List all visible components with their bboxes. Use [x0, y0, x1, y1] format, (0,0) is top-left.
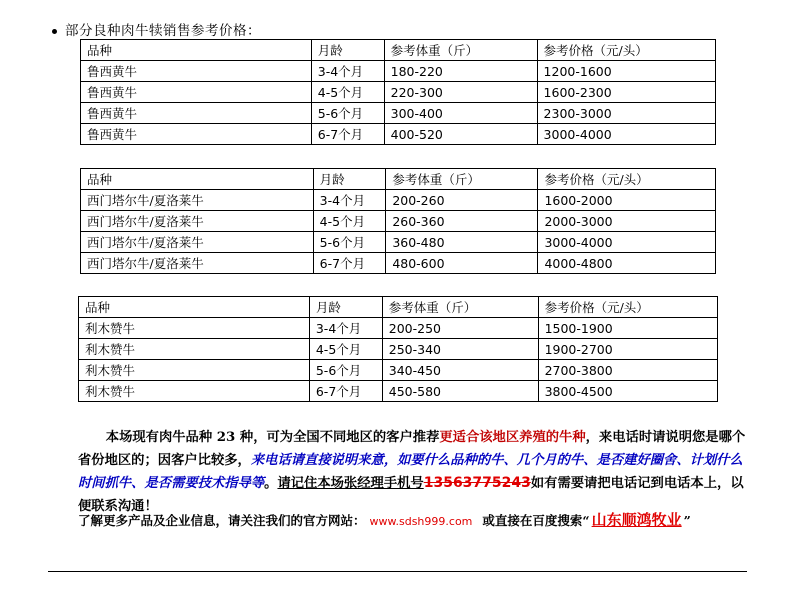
cell-weight: 260-360 [386, 211, 538, 232]
cell-breed: 鲁西黄牛 [81, 61, 312, 82]
footer-line [78, 509, 691, 530]
table-row [79, 360, 718, 381]
cell-weight: 480-600 [386, 253, 538, 274]
cell-weight: 250-340 [382, 339, 538, 360]
table-row [81, 82, 716, 103]
cell-price: 2000-3000 [538, 211, 716, 232]
price-table-luxi [80, 39, 716, 145]
cell-age: 4-5个月 [313, 211, 386, 232]
header-weight: 参考体重（斤） [384, 40, 537, 61]
cell-price: 3000-4000 [538, 232, 716, 253]
cell-weight: 200-260 [386, 190, 538, 211]
cell-breed: 利木赞牛 [79, 318, 310, 339]
table-header-row [81, 169, 716, 190]
cell-breed: 西门塔尔牛/夏洛莱牛 [81, 211, 314, 232]
cell-age: 5-6个月 [311, 103, 384, 124]
header-age: 月龄 [309, 297, 382, 318]
cell-price: 3000-4000 [537, 124, 715, 145]
section-heading [52, 19, 261, 39]
cell-breed: 利木赞牛 [79, 381, 310, 402]
table-row [81, 211, 716, 232]
cell-breed: 鲁西黄牛 [81, 82, 312, 103]
cell-weight: 450-580 [382, 381, 538, 402]
website-link[interactable]: www.sdsh999.com [369, 515, 473, 528]
phone-number: 13563775243 [423, 475, 531, 491]
cell-weight: 360-480 [386, 232, 538, 253]
cell-age: 6-7个月 [311, 124, 384, 145]
cell-weight: 200-250 [382, 318, 538, 339]
table-row [79, 318, 718, 339]
table-header-row [79, 297, 718, 318]
cell-age: 6-7个月 [313, 253, 386, 274]
phone-prompt: 请记住本场张经理手机号 [277, 476, 424, 491]
table-row [81, 232, 716, 253]
table-header-row [81, 40, 716, 61]
call-instructions: 来电话请直接说明来意，如要什么品种的牛、几个月的牛、是否建好圈舍、计划什么时间抓牛、是否需要技术指导等 [78, 452, 743, 491]
header-breed: 品种 [81, 169, 314, 190]
header-price: 参考价格（元/头） [538, 169, 716, 190]
cell-weight: 220-300 [384, 82, 537, 103]
intro-text: 本场现有肉牛品种 23 种，可为全国不同地区的客户推荐 [105, 430, 440, 445]
header-price: 参考价格（元/头） [538, 297, 717, 318]
price-table-limousin [78, 296, 718, 402]
closing-text: 如有需要请把电话记到电话本上，以便联系沟通！ [78, 476, 744, 514]
table-row [81, 61, 716, 82]
cell-breed: 西门塔尔牛/夏洛莱牛 [81, 253, 314, 274]
bullet-icon [52, 29, 57, 34]
info-paragraph [78, 427, 750, 518]
table-row [81, 253, 716, 274]
cell-price: 3800-4500 [538, 381, 717, 402]
header-price: 参考价格（元/头） [537, 40, 715, 61]
cell-weight: 180-220 [384, 61, 537, 82]
heading-text: 部分良种肉牛犊销售参考价格： [65, 23, 261, 39]
header-age: 月龄 [313, 169, 386, 190]
table-row [81, 190, 716, 211]
recommend-highlight: 更适合该地区养殖的牛种 [439, 430, 586, 445]
table-row [79, 381, 718, 402]
cell-price: 1500-1900 [538, 318, 717, 339]
cell-price: 1600-2300 [537, 82, 715, 103]
table-row [81, 103, 716, 124]
cell-age: 5-6个月 [313, 232, 386, 253]
price-table-simmental [80, 168, 716, 274]
cell-breed: 西门塔尔牛/夏洛莱牛 [81, 190, 314, 211]
cell-age: 3-4个月 [311, 61, 384, 82]
cell-price: 2700-3800 [538, 360, 717, 381]
cell-price: 4000-4800 [538, 253, 716, 274]
footer-lead: 了解更多产品及企业信息，请关注我们的官方网站： [78, 513, 366, 528]
header-weight: 参考体重（斤） [386, 169, 538, 190]
cell-age: 4-5个月 [311, 82, 384, 103]
cell-age: 5-6个月 [309, 360, 382, 381]
header-breed: 品种 [79, 297, 310, 318]
cell-weight: 300-400 [384, 103, 537, 124]
cell-price: 1200-1600 [537, 61, 715, 82]
cell-age: 3-4个月 [309, 318, 382, 339]
call-note-text: ，来电话时请说明您是哪个省份地区的；因客户比较多， [78, 430, 746, 468]
cell-weight: 400-520 [384, 124, 537, 145]
header-age: 月龄 [311, 40, 384, 61]
cell-price: 2300-3000 [537, 103, 715, 124]
table-row [81, 124, 716, 145]
cell-price: 1600-2000 [538, 190, 716, 211]
sentence-end: 。 [264, 476, 278, 491]
cell-age: 4-5个月 [309, 339, 382, 360]
cell-breed: 鲁西黄牛 [81, 124, 312, 145]
cell-breed: 利木赞牛 [79, 339, 310, 360]
cell-price: 1900-2700 [538, 339, 717, 360]
cell-breed: 西门塔尔牛/夏洛莱牛 [81, 232, 314, 253]
cell-breed: 利木赞牛 [79, 360, 310, 381]
cell-age: 6-7个月 [309, 381, 382, 402]
cell-weight: 340-450 [382, 360, 538, 381]
cell-age: 3-4个月 [313, 190, 386, 211]
brand-name: 山东顺鸿牧业 [591, 511, 682, 529]
table-row [79, 339, 718, 360]
header-breed: 品种 [81, 40, 312, 61]
header-weight: 参考体重（斤） [382, 297, 538, 318]
bottom-divider [48, 571, 747, 572]
cell-breed: 鲁西黄牛 [81, 103, 312, 124]
footer-search-text: 或直接在百度搜索“ [482, 513, 590, 528]
footer-end: ” [683, 513, 691, 528]
